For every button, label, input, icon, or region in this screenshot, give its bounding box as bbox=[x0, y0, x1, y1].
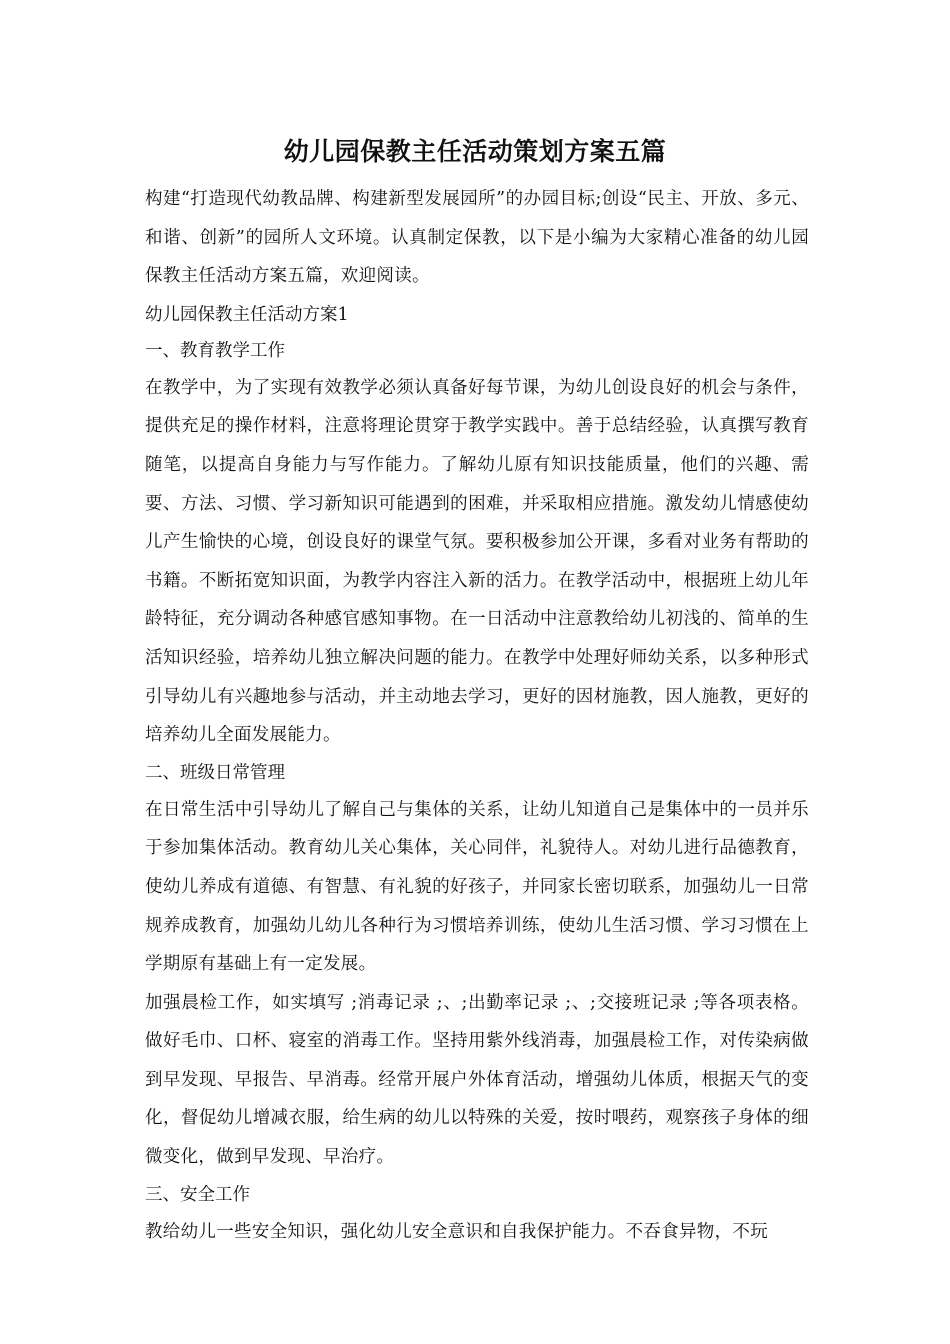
section3-heading: 三、安全工作 bbox=[145, 1184, 250, 1205]
plan1-heading: 幼儿园保教主任活动方案1 bbox=[145, 304, 349, 325]
section3-paragraph: 教给幼儿一些安全知识，强化幼儿安全意识和自我保护能力。不吞食异物，不玩 bbox=[145, 1221, 768, 1242]
section1-heading: 一、教育教学工作 bbox=[145, 340, 285, 361]
section2-heading: 二、班级日常管理 bbox=[145, 762, 285, 783]
document-body bbox=[145, 180, 809, 1251]
section1-paragraph: 在教学中，为了实现有效教学必须认真备好每节课，为幼儿创设良好的机会与条件，提供充足的操作材料，注意将理论贯穿于教学实践中。善于总结经验，认真撰写教育随笔，以提高自身能力与写作能力。了解幼儿原有知识技能质量，他们的兴趣、需要、方法、习惯、学习新知识可能遇到的困难，并采取相应措施。激发幼儿情感使幼儿产生愉快的心境，创设良好的课堂气氛。要积极参加公开课，多看对业务有帮助的书籍。不断拓宽知识面，为教学内容注入新的活力。在教学活动中，根据班上幼儿年龄特征，充分调动各种感官感知事物。在一日活动中注意教给幼儿初浅的、简单的生活知识经验，培养幼儿独立解决问题的能力。在教学中处理好师幼关系，以多种形式引导幼儿有兴趣地参与活动，并主动地去学习，更好的因材施教，因人施教，更好的培养幼儿全面发展能力。 bbox=[145, 377, 809, 746]
section2-paragraph: 在日常生活中引导幼儿了解自己与集体的关系，让幼儿知道自己是集体中的一员并乐于参加集体活动。教育幼儿关心集体，关心同伴，礼貌待人。对幼儿进行品德教育，使幼儿养成有道德、有智慧、有礼貌的好孩子，并同家长密切联系，加强幼儿一日常规养成教育，加强幼儿幼儿各种行为习惯培养训练，使幼儿生活习惯、学习习惯在上学期原有基础上有一定发展。 bbox=[145, 799, 809, 975]
section2-paragraph-2: 加强晨检工作，如实填写 ;消毒记录 ;、;出勤率记录 ;、;交接班记录 ;等各项表格。做好毛巾、口杯、寝室的消毒工作。坚持用紫外线消毒，加强晨检工作，对传染病做到早发现、早报告、早消毒。经常开展户外体育活动，增强幼儿体质，根据天气的变化，督促幼儿增减衣服，给生病的幼儿以特殊的关爱，按时喂药，观察孩子身体的细微变化，做到早发现、早治疗。 bbox=[145, 992, 809, 1168]
document-title: 幼儿园保教主任活动策划方案五篇 bbox=[283, 137, 667, 166]
intro-paragraph: 构建“打造现代幼教品牌、构建新型发展园所”的办园目标;创设“民主、开放、多元、和谐、创新”的园所人文环境。认真制定保教，以下是小编为大家精心准备的幼儿园保教主任活动方案五篇，欢迎阅读。 bbox=[145, 189, 809, 287]
